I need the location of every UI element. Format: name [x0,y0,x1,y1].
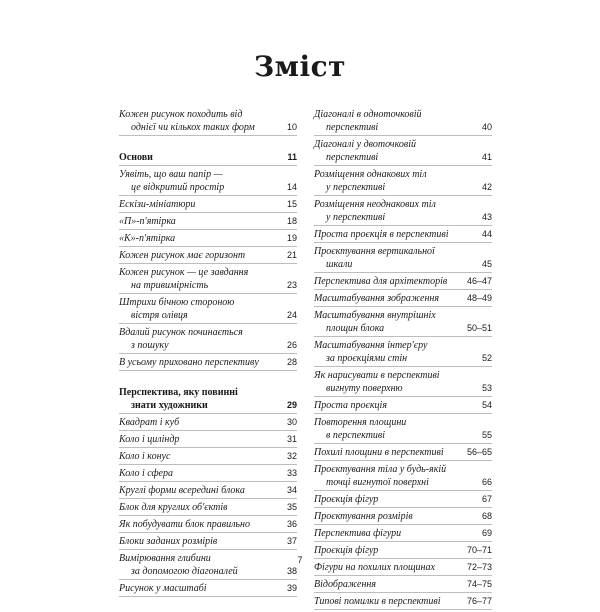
toc-entry [119,266,297,294]
toc-entry [314,198,492,226]
toc-entry-title-line: у перспективі [326,212,386,223]
toc-entry-page-number: 70–71 [466,545,492,555]
toc-entry-page-number: 54 [481,400,492,410]
toc-entry-title-line: Блоки заданих розмірів [119,536,218,547]
toc-entry [314,228,492,243]
toc-entry-title-line: Блок для круглих об'єктів [119,502,228,513]
toc-entry-page-number: 18 [286,216,297,226]
toc-entry [119,518,297,533]
toc-entry [314,339,492,367]
toc-entry-title-line: Основи [119,152,153,163]
toc-entry-title-line: Коло і циліндр [119,434,180,445]
toc-entry-title-line: за допомогою діагоналей [131,566,238,577]
toc-entry-page-number: 74–75 [466,579,492,589]
toc-entry-title-line: Уявіть, що ваш папір — [119,169,223,180]
toc-entry-title-line: Проєкція фігур [314,545,379,556]
toc-entry-page-number: 37 [286,536,297,546]
toc-entry-page-number: 66 [481,477,492,487]
toc-entry-title-line: перспективі [326,122,379,133]
toc-entry-title-line: Вдалий рисунок починається [119,327,243,338]
toc-entry [314,510,492,525]
toc-entry [119,232,297,247]
toc-entry-page-number: 35 [286,502,297,512]
section-gap [119,138,297,151]
toc-entry-page-number: 14 [286,182,297,192]
toc-entry-title-line: з пошуку [131,340,169,351]
toc-entry-page-number: 32 [286,451,297,461]
toc-entry-title-line: Штрихи бічною стороною [119,297,235,308]
toc-entry-title-line: Масштабування інтер'єру [314,340,428,351]
section-gap [119,373,297,386]
toc-entry-title-line: знати художники [131,400,208,411]
toc-entry [314,446,492,461]
toc-entry-title-line: Розміщення неоднакових тіл [314,199,436,210]
toc-entry-page-number: 36 [286,519,297,529]
toc-entry-page-number: 23 [286,280,297,290]
toc-entry-title-line: Діагоналі у двоточковій [314,139,416,150]
toc-entry-title-line: Відображення [314,579,377,590]
toc-entry-title-line: Коло і конус [119,451,171,462]
toc-entry-page-number: 48–49 [466,293,492,303]
toc-entry-page-number: 55 [481,430,492,440]
toc-entry-page-number: 15 [286,199,297,209]
toc-entry-title-line: Перспектива для архітекторів [314,276,448,287]
toc-entry-title-line: Проєктування тіла у будь-якій [314,464,447,475]
toc-entry-page-number: 46–47 [466,276,492,286]
toc-entry-title-line: Типові помилки в перспективі [314,596,441,607]
page-title: Зміст [253,50,347,83]
toc-entry-page-number: 21 [286,250,297,260]
toc-entry-title-line: Масштабування зображення [314,293,440,304]
toc-entry-page-number: 39 [286,583,297,593]
toc-entry [119,249,297,264]
toc-entry [119,450,297,465]
toc-entry-page-number: 45 [481,259,492,269]
toc-entry-title-line: Проєктування розмірів [314,511,413,522]
toc-entry-page-number: 69 [481,528,492,538]
toc-entry-page-number: 53 [481,383,492,393]
toc-entry [314,275,492,290]
toc-entry-title-line: Кожен рисунок — це завдання [119,267,249,278]
toc-entry-title-line: Розміщення однакових тіл [314,169,427,180]
toc-entry-page-number: 26 [286,340,297,350]
toc-entry [119,484,297,499]
toc-entry-title-line: однієї чи кількох таких форм [131,122,255,133]
toc-entry-title-line: Діагоналі в одноточковій [314,109,422,120]
toc-entry-title-line: Як побудувати блок правильно [119,519,250,530]
toc-entry-title-line: В усьому приховано перспективу [119,357,259,368]
toc-entry-title-line: Кожен рисунок має горизонт [119,250,246,261]
toc-entry-title-line: Коло і сфера [119,468,173,479]
toc-entry-title-line: вістря олівця [131,310,188,321]
toc-entry-title-line: Вимірювання глибини [119,553,211,564]
toc-entry-title-line: в перспективі [326,430,386,441]
toc-entry-title-line: Похилі площини в перспективі [314,447,444,458]
toc-entry [119,467,297,482]
toc-entry-page-number: 28 [286,357,297,367]
toc-entry-title-line: перспективі [326,152,379,163]
toc-entry-page-number: 52 [481,353,492,363]
toc-entry [314,309,492,337]
toc-entry [119,416,297,431]
toc-entry [119,535,297,550]
toc-entry-page-number: 72–73 [466,562,492,572]
toc-entry-page-number: 29 [286,400,297,410]
toc-entry [119,326,297,354]
toc-entry [119,296,297,324]
toc-entry-page-number: 34 [286,485,297,495]
toc-entry [119,356,297,371]
toc-entry-title-line: «П»-п'ятірка [119,216,176,227]
toc-entry [314,399,492,414]
toc-entry-title-line: це відкритий простір [131,182,225,193]
toc-entry [314,595,492,610]
toc-entry-page-number: 67 [481,494,492,504]
toc-left-column [119,108,297,599]
toc-entry [119,433,297,448]
toc-entry [314,416,492,444]
toc-entry-page-number: 76–77 [466,596,492,606]
toc-entry-title-line: за проєкціями стін [326,353,408,364]
toc-entry-page-number: 38 [286,566,297,576]
toc-entry-title-line: точці вигнутої поверхні [326,477,429,488]
toc-entry [119,215,297,230]
toc-entry [314,369,492,397]
toc-entry-title-line: Фігури на похилих площинах [314,562,435,573]
toc-entry-page-number: 30 [286,417,297,427]
toc-entry [314,245,492,273]
toc-entry-page-number: 50–51 [466,323,492,333]
toc-entry-title-line: Круглі форми всередині блока [119,485,245,496]
toc-entry-page-number: 68 [481,511,492,521]
toc-entry-page-number: 42 [481,182,492,192]
toc-entry [119,108,297,136]
toc-entry-page-number: 19 [286,233,297,243]
toc-entry-title-line: у перспективі [326,182,386,193]
toc-entry-page-number: 31 [286,434,297,444]
page-number: 7 [297,555,303,565]
toc-entry [119,168,297,196]
toc-entry-title-line: Кожен рисунок походить від [119,109,243,120]
toc-section-heading [119,151,297,166]
toc-entry-page-number: 11 [287,152,297,162]
toc-entry-page-number: 44 [481,229,492,239]
toc-entry-title-line: Проста проєкція в перспективі [314,229,449,240]
toc-entry-title-line: шкали [326,259,353,270]
toc-entry [314,108,492,136]
toc-section-heading [119,386,297,414]
toc-entry-title-line: Масштабування внутрішніх [314,310,436,321]
toc-entry [314,578,492,593]
toc-entry-title-line: «К»-п'ятірка [119,233,176,244]
toc-entry-title-line: на тривимірність [131,280,209,291]
toc-entry-title-line: Перспектива фігури [314,528,402,539]
toc-entry-title-line: площин блока [326,323,385,334]
toc-entry-page-number: 40 [481,122,492,132]
toc-entry [119,582,297,597]
toc-entry [314,138,492,166]
toc-entry-page-number: 33 [286,468,297,478]
toc-entry-title-line: Проєкція фігур [314,494,379,505]
toc-entry-title-line: Проста проєкція [314,400,387,411]
toc-entry-page-number: 24 [286,310,297,320]
toc-entry [314,168,492,196]
toc-entry-page-number: 56–65 [466,447,492,457]
toc-entry-title-line: Як нарисувати в перспективі [314,370,440,381]
toc-entry-title-line: вигнуту поверхню [326,383,403,394]
toc-entry-title-line: Повторення площини [314,417,407,428]
toc-entry [314,463,492,491]
toc-entry-title-line: Рисунок у масштабі [119,583,207,594]
toc-entry [119,198,297,213]
toc-entry-page-number: 10 [286,122,297,132]
toc-entry-title-line: Квадрат і куб [119,417,180,428]
toc-entry [119,501,297,516]
toc-entry [314,493,492,508]
toc-entry-page-number: 43 [481,212,492,222]
toc-right-column [314,108,492,612]
toc-entry-page-number: 41 [481,152,492,162]
toc-entry-title-line: Ескізи-мініатюри [119,199,196,210]
toc-entry [314,292,492,307]
toc-entry [314,527,492,542]
toc-entry-title-line: Проєктування вертикальної [314,246,435,257]
toc-entry-title-line: Перспектива, яку повинні [119,387,238,398]
